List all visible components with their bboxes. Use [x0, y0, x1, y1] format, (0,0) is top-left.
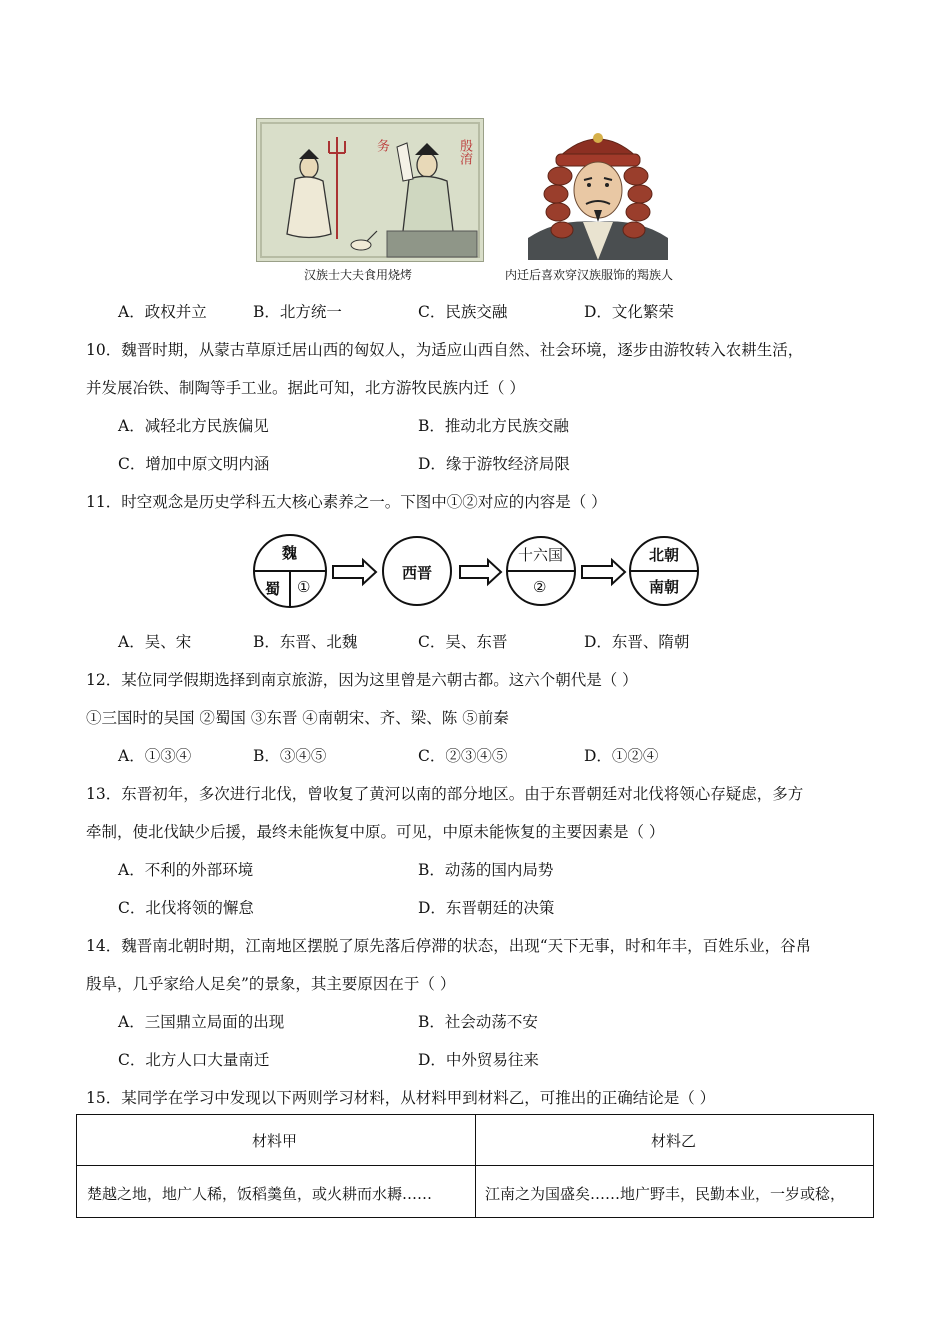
material-b-text: 江南之为国盛矣……地广野丰，民勤本业，一岁或稔，: [485, 1185, 846, 1203]
material-a-header: 材料甲: [252, 1132, 298, 1150]
q13-stem-line2: 牵制，使北伐缺少后援，最终未能恢复中原。可见，中原未能恢复的主要因素是（ ）: [86, 823, 665, 841]
diagram-northern-dynasties: 北朝: [649, 546, 680, 564]
q13-option-d: D．东晋朝廷的决策: [418, 899, 555, 917]
q13-option-b: B．动荡的国内局势: [418, 861, 554, 879]
han-scholar-grilling-mural: [256, 118, 484, 262]
q10-stem-line2: 并发展冶铁、制陶等手工业。据此可知，北方游牧民族内迁（ ）: [86, 379, 525, 397]
q12-option-b: B．③④⑤: [253, 747, 327, 765]
q10-option-b: B．推动北方民族交融: [418, 417, 569, 435]
q14-option-d: D．中外贸易往来: [418, 1051, 539, 1069]
q11-option-c: C．吴、东晋: [418, 633, 508, 651]
dynasty-timeline-diagram: [250, 532, 702, 612]
q12-stem: 12．某位同学假期选择到南京旅游，因为这里曾是六朝古都。这六个朝代是（ ）: [86, 671, 638, 689]
jie-person-han-clothing-portrait: [528, 118, 668, 260]
q9-option-a: A．政权并立: [118, 303, 207, 321]
material-a-text: 楚越之地，地广人稀，饭稻羹鱼，或火耕而水耨……: [87, 1185, 433, 1203]
q12-option-d: D．①②④: [584, 747, 659, 765]
diagram-sixteen-kingdoms: 十六国: [518, 546, 564, 564]
q10-stem-line1: 10．魏晋时期，从蒙古草原迁居山西的匈奴人，为适应山西自然、社会环境，逐步由游牧转入农耕生活，: [86, 341, 804, 359]
materials-table: [76, 1114, 874, 1218]
q14-stem-line1: 14．魏晋南北朝时期，江南地区摆脱了原先落后停滞的状态，出现“天下无事，时和年丰，百姓乐业，谷帛: [86, 937, 812, 955]
material-b-header: 材料乙: [651, 1132, 697, 1150]
q11-stem: 11．时空观念是历史学科五大核心素养之一。下图中①②对应的内容是（ ）: [86, 493, 607, 511]
q12-option-c: C．②③④⑤: [418, 747, 508, 765]
diagram-blank-1: ①: [297, 578, 311, 596]
q14-option-c: C．北方人口大量南迁: [118, 1051, 270, 1069]
q13-option-c: C．北伐将领的懈怠: [118, 899, 254, 917]
q10-option-d: D．缘于游牧经济局限: [418, 455, 570, 473]
q14-option-a: A．三国鼎立局面的出现: [118, 1013, 285, 1031]
q13-option-a: A．不利的外部环境: [118, 861, 254, 879]
q9-option-b: B．北方统一: [253, 303, 342, 321]
diagram-southern-dynasties: 南朝: [649, 578, 680, 596]
q10-option-c: C．增加中原文明内涵: [118, 455, 270, 473]
mural-inscription-1: 务: [374, 139, 389, 152]
diagram-wei: 魏: [282, 544, 298, 562]
q10-option-a: A．减轻北方民族偏见: [118, 417, 269, 435]
q9-option-c: C．民族交融: [418, 303, 508, 321]
q11-option-b: B．东晋、北魏: [253, 633, 358, 651]
q14-option-b: B．社会动荡不安: [418, 1013, 538, 1031]
left-image-caption: 汉族士大夫食用烧烤: [304, 268, 413, 282]
q14-stem-line2: 殷阜，几乎家给人足矣”的景象，其主要原因在于（ ）: [86, 975, 456, 993]
q9-option-d: D．文化繁荣: [584, 303, 674, 321]
q15-stem: 15．某同学在学习中发现以下两则学习材料，从材料甲到材料乙，可推出的正确结论是（ ）: [86, 1089, 716, 1107]
q11-option-d: D．东晋、隋朝: [584, 633, 690, 651]
mural-inscription-2: 殷淯: [457, 139, 472, 165]
diagram-shu: 蜀: [265, 580, 281, 598]
q11-option-a: A．吴、宋: [118, 633, 192, 651]
q13-stem-line1: 13．东晋初年，多次进行北伐，曾收复了黄河以南的部分地区。由于东晋朝廷对北伐将领心存疑虑，多方: [86, 785, 804, 803]
q12-items: ①三国时的吴国 ②蜀国 ③东晋 ④南朝宋、齐、梁、陈 ⑤前秦: [86, 709, 509, 727]
q12-option-a: A．①③④: [118, 747, 192, 765]
diagram-western-jin: 西晋: [402, 564, 433, 582]
right-image-caption: 内迁后喜欢穿汉族服饰的羯族人: [505, 268, 674, 282]
diagram-blank-2: ②: [533, 578, 547, 596]
